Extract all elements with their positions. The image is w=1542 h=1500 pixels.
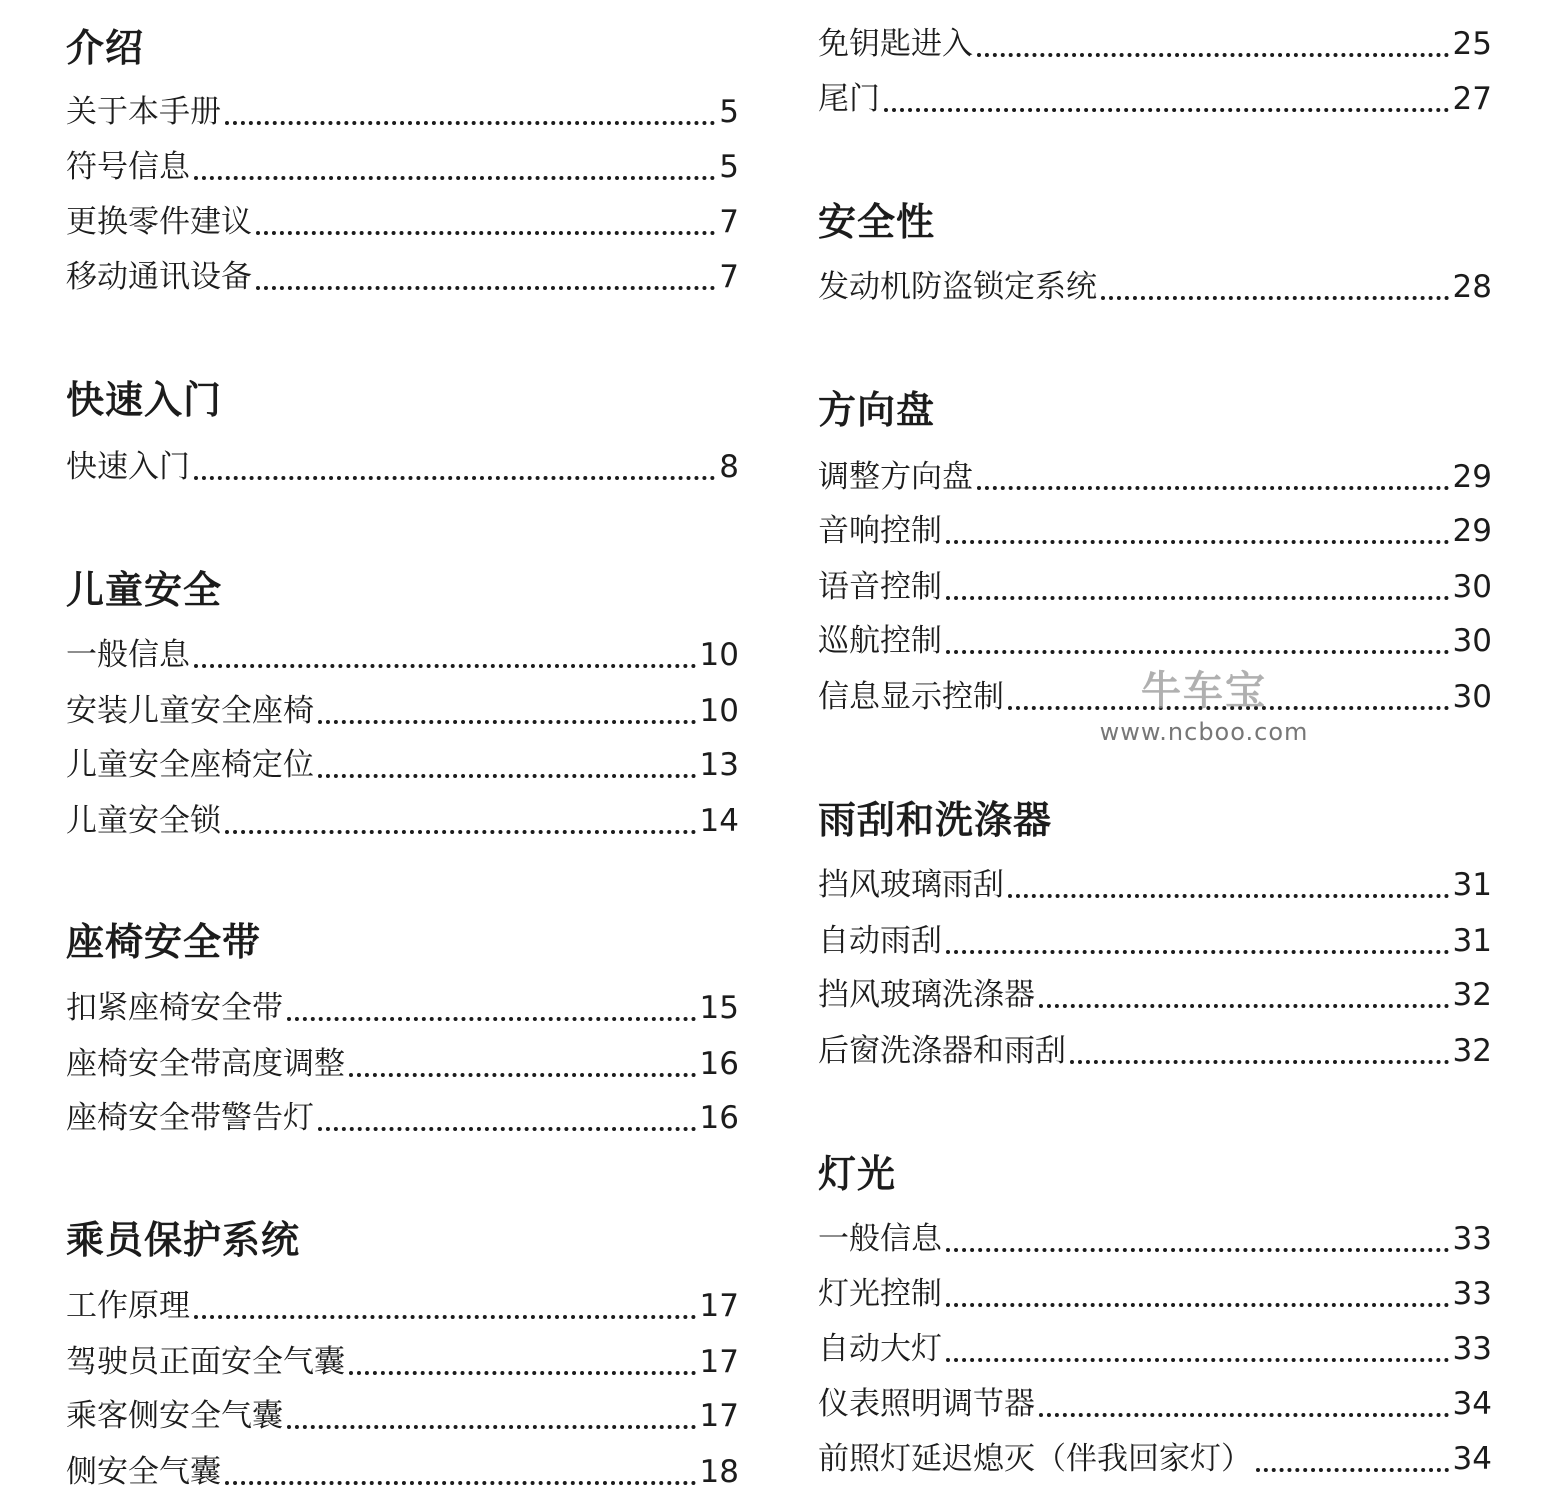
toc-entry[interactable]: [66, 1282, 739, 1326]
toc-entry[interactable]: [66, 1338, 739, 1382]
toc-entry-page: 30: [1452, 623, 1492, 659]
toc-entry[interactable]: [818, 617, 1492, 661]
toc-entry[interactable]: [66, 1040, 739, 1084]
toc-entry-page: 32: [1452, 977, 1492, 1013]
dot-leader: [946, 1303, 1449, 1307]
toc-entry-page: 16: [699, 1100, 739, 1136]
toc-entry-page: 10: [699, 693, 739, 729]
section-heading-seat-belts: 座椅安全带: [66, 920, 262, 964]
toc-entry-title: 挡风玻璃雨刮: [818, 867, 1004, 903]
section-heading-occupant-protection: 乘员保护系统: [66, 1218, 301, 1262]
toc-entry-title: 一般信息: [818, 1221, 942, 1257]
toc-entry-page: 31: [1452, 867, 1492, 903]
toc-entry[interactable]: [818, 917, 1492, 961]
toc-entry[interactable]: [66, 1094, 739, 1138]
toc-entry[interactable]: [66, 198, 739, 242]
toc-entry[interactable]: [818, 1325, 1492, 1369]
toc-entry[interactable]: [818, 453, 1492, 497]
dot-leader: [256, 286, 715, 290]
dot-leader: [977, 486, 1449, 490]
toc-entry-page: 33: [1452, 1276, 1492, 1312]
toc-entry-page: 5: [719, 94, 739, 130]
toc-entry-page: 32: [1452, 1033, 1492, 1069]
dot-leader: [1070, 1060, 1449, 1064]
dot-leader: [977, 53, 1449, 57]
toc-entry[interactable]: [818, 263, 1492, 307]
toc-entry-page: 7: [719, 259, 739, 295]
toc-entry-title: 更换零件建议: [66, 204, 252, 240]
toc-entry-title: 音响控制: [818, 513, 942, 549]
toc-entry-title: 符号信息: [66, 149, 190, 185]
toc-entry-title: 自动雨刮: [818, 923, 942, 959]
dot-leader: [349, 1073, 696, 1077]
toc-entry-title: 快速入门: [66, 449, 190, 485]
dot-leader: [1008, 894, 1449, 898]
toc-entry-page: 18: [699, 1454, 739, 1490]
toc-entry-title: 语音控制: [818, 569, 942, 605]
toc-entry[interactable]: [818, 1435, 1492, 1479]
toc-entry-page: 8: [719, 449, 739, 485]
dot-leader: [946, 1358, 1449, 1362]
toc-entry-page: 25: [1452, 26, 1492, 62]
toc-entry-page: 31: [1452, 923, 1492, 959]
toc-entry-title: 仪表照明调节器: [818, 1386, 1035, 1422]
watermark-name: 牛车宝: [1141, 668, 1267, 714]
toc-entry-title: 侧安全气囊: [66, 1454, 221, 1490]
dot-leader: [318, 774, 696, 778]
toc-entry-title: 灯光控制: [818, 1276, 942, 1312]
toc-entry-page: 17: [699, 1398, 739, 1434]
dot-leader: [194, 176, 715, 180]
toc-entry[interactable]: [818, 20, 1492, 64]
toc-entry[interactable]: [66, 253, 739, 297]
dot-leader: [946, 1248, 1449, 1252]
dot-leader: [1039, 1004, 1449, 1008]
toc-entry-title: 免钥匙进入: [818, 26, 973, 62]
toc-entry[interactable]: [818, 1270, 1492, 1314]
toc-entry[interactable]: [818, 563, 1492, 607]
dot-leader: [225, 830, 696, 834]
toc-entry-page: 33: [1452, 1221, 1492, 1257]
toc-entry[interactable]: [818, 1380, 1492, 1424]
dot-leader: [1039, 1413, 1449, 1417]
section-heading-child-safety: 儿童安全: [66, 568, 223, 612]
toc-entry-title: 扣紧座椅安全带: [66, 990, 283, 1026]
toc-entry-title: 座椅安全带警告灯: [66, 1100, 314, 1136]
toc-entry-title: 安装儿童安全座椅: [66, 693, 314, 729]
toc-entry-page: 29: [1452, 459, 1492, 495]
dot-leader: [225, 121, 715, 125]
toc-entry-page: 33: [1452, 1331, 1492, 1367]
toc-entry[interactable]: [818, 507, 1492, 551]
dot-leader: [318, 720, 696, 724]
dot-leader: [946, 540, 1449, 544]
toc-entry-page: 13: [699, 747, 739, 783]
toc-entry[interactable]: [66, 741, 739, 785]
toc-entry-page: 7: [719, 204, 739, 240]
toc-entry-page: 10: [699, 637, 739, 673]
section-heading-quick-start: 快速入门: [66, 378, 223, 422]
dot-leader: [287, 1017, 696, 1021]
toc-entry-page: 28: [1452, 269, 1492, 305]
dot-leader: [1256, 1468, 1449, 1472]
dot-leader: [194, 664, 696, 668]
dot-leader: [287, 1425, 696, 1429]
toc-entry-title: 调整方向盘: [818, 459, 973, 495]
toc-entry[interactable]: [818, 1215, 1492, 1259]
toc-entry-page: 34: [1452, 1441, 1492, 1477]
toc-entry-page: 29: [1452, 513, 1492, 549]
toc-entry[interactable]: [818, 75, 1492, 119]
toc-entry-title: 乘客侧安全气囊: [66, 1398, 283, 1434]
toc-entry[interactable]: [66, 984, 739, 1028]
section-heading-wipers-washers: 雨刮和洗涤器: [818, 798, 1053, 842]
toc-entry-page: 17: [699, 1344, 739, 1380]
toc-entry-title: 发动机防盗锁定系统: [818, 269, 1097, 305]
toc-entry[interactable]: [66, 1392, 739, 1436]
toc-entry-title: 移动通讯设备: [66, 259, 252, 295]
dot-leader: [946, 650, 1449, 654]
toc-entry-title: 尾门: [818, 81, 880, 117]
toc-entry[interactable]: [66, 1448, 739, 1492]
toc-entry[interactable]: [66, 687, 739, 731]
toc-entry-title: 儿童安全锁: [66, 803, 221, 839]
toc-entry-page: 17: [699, 1288, 739, 1324]
dot-leader: [194, 1315, 696, 1319]
toc-entry-page: 16: [699, 1046, 739, 1082]
toc-entry-title: 座椅安全带高度调整: [66, 1046, 345, 1082]
dot-leader: [318, 1127, 696, 1131]
toc-entry-page: 15: [699, 990, 739, 1026]
toc-entry-title: 工作原理: [66, 1288, 190, 1324]
toc-entry-title: 关于本手册: [66, 94, 221, 130]
toc-entry-title: 自动大灯: [818, 1331, 942, 1367]
toc-entry-page: 34: [1452, 1386, 1492, 1422]
toc-entry-title: 儿童安全座椅定位: [66, 747, 314, 783]
toc-entry[interactable]: [818, 861, 1492, 905]
toc-entry[interactable]: [818, 971, 1492, 1015]
toc-entry-title: 一般信息: [66, 637, 190, 673]
section-heading-intro: 介绍: [66, 26, 145, 70]
toc-entry[interactable]: [818, 673, 1492, 717]
dot-leader: [225, 1481, 696, 1485]
dot-leader: [1008, 706, 1449, 710]
dot-leader: [194, 476, 715, 480]
toc-entry[interactable]: [66, 631, 739, 675]
section-heading-security: 安全性: [818, 200, 936, 244]
toc-entry-page: 30: [1452, 679, 1492, 715]
toc-entry-title: 巡航控制: [818, 623, 942, 659]
toc-entry[interactable]: [818, 1027, 1492, 1071]
toc-entry-page: 5: [719, 149, 739, 185]
toc-entry[interactable]: [66, 88, 739, 132]
dot-leader: [349, 1371, 696, 1375]
toc-entry-title: 后窗洗涤器和雨刮: [818, 1033, 1066, 1069]
dot-leader: [884, 108, 1449, 112]
dot-leader: [946, 596, 1449, 600]
toc-entry[interactable]: [66, 143, 739, 187]
toc-entry-title: 挡风玻璃洗涤器: [818, 977, 1035, 1013]
toc-entry-title: 前照灯延迟熄灭（伴我回家灯）: [818, 1441, 1252, 1477]
watermark-url: www.ncboo.com: [1099, 718, 1309, 746]
toc-entry[interactable]: [66, 443, 739, 487]
toc-entry-page: 27: [1452, 81, 1492, 117]
section-heading-lighting: 灯光: [818, 1152, 897, 1196]
dot-leader: [946, 950, 1449, 954]
dot-leader: [256, 231, 715, 235]
toc-entry[interactable]: [66, 797, 739, 841]
dot-leader: [1101, 296, 1449, 300]
toc-entry-title: 信息显示控制: [818, 679, 1004, 715]
section-heading-steering-wheel: 方向盘: [818, 388, 936, 432]
toc-entry-page: 30: [1452, 569, 1492, 605]
toc-entry-title: 驾驶员正面安全气囊: [66, 1344, 345, 1380]
toc-entry-page: 14: [699, 803, 739, 839]
